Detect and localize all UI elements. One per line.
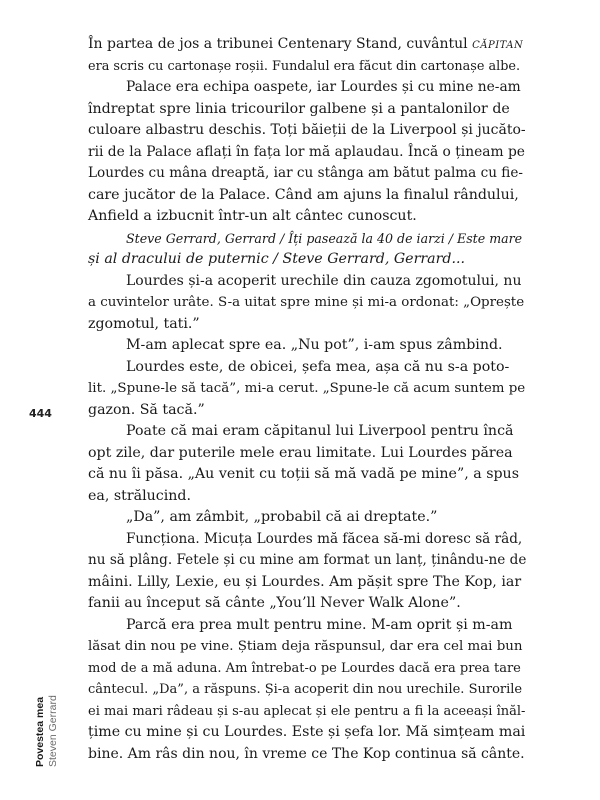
text-line: era scris cu cartonașe roșii. Fundalul era făcut din cartonașe albe. — [88, 58, 521, 74]
paragraph-start: Lourdes este, de obicei, șefa mea, așa că nu s-a poto- — [126, 358, 510, 375]
paragraph-start: Poate că mai eram căpitanul lui Liverpool pentru încă — [126, 423, 514, 439]
text-line: bine. Am râs din nou, în vreme ce The Kop continua să cânte. — [88, 745, 525, 762]
song-lyric: și al dracului de puternic / Steve Gerrard, Gerrard... — [88, 251, 465, 267]
text-line: În partea de jos a tribunei Centenary Stand, cuvântul căpitan — [88, 36, 524, 52]
text-line: îndreptat spre linia tricourilor galbene și a pantalonilor de — [88, 100, 510, 117]
running-title — [34, 695, 60, 767]
emphasized-word: căpitan — [472, 36, 524, 52]
paragraph-start: Lourdes și-a acoperit urechile din cauza zgomotului, nu — [126, 272, 522, 289]
text-line: zgomotul, tati.” — [88, 315, 200, 332]
page-number: 444 — [29, 407, 52, 420]
text-line: ea, strălucind. — [88, 487, 191, 504]
text-line: Lourdes cu mâna dreaptă, iar cu stânga am bătut palma cu fie- — [88, 165, 524, 181]
text-line: gazon. Să tacă.” — [88, 401, 205, 418]
text-line: țime cu mine și cu Lourdes. Este și șefa lor. Mă simțeam mai — [88, 724, 526, 740]
text-line: fanii au început să cânte „You’ll Never Walk Alone”. — [88, 595, 461, 611]
text-line: opt zile, dar puterile mele erau limitate. Lui Lourdes părea — [88, 444, 513, 461]
text-line: că nu îi păsa. „Au venit cu toții să mă vadă pe mine”, a spus — [88, 466, 519, 482]
paragraph-start: M-am aplecat spre ea. „Nu pot”, i-am spus zâmbind. — [126, 337, 503, 353]
text-line: nu să plâng. Fetele și cu mine am format un lanț, ținându-ne de — [88, 552, 527, 568]
text-line: care jucător de la Palace. Când am ajuns la finalul rândului, — [88, 186, 519, 203]
author-name: Steven Gerrard — [47, 695, 59, 767]
text-line: lăsat din nou pe vine. Știam deja răspunsul, dar era cel mai bun — [88, 639, 523, 654]
text-line: lit. „Spune-le să tacă”, mi-a cerut. „Spune-le că acum suntem pe — [88, 381, 526, 396]
paragraph-start: Funcționa. Micuța Lourdes mă făcea să-mi doresc să râd, — [126, 530, 523, 547]
song-lyric: Steve Gerrard, Gerrard / Îți pasează la 40 de iarzi / Este mare — [126, 230, 523, 246]
text-line: mâini. Lilly, Lexie, eu și Lourdes. Am pășit spre The Kop, iar — [88, 573, 522, 590]
book-title: Povestea mea — [34, 696, 46, 767]
text-line: ei mai mari râdeau și s-au aplecat și ele pentru a fi la aceeași înăl- — [88, 703, 526, 719]
text-line: mod de a mă aduna. Am întrebat-o pe Lourdes dacă era prea tare — [88, 660, 521, 676]
paragraph-start: Parcă era prea mult pentru mine. M-am oprit și m-am — [126, 616, 513, 633]
text-line: cântecul. „Da”, a răspuns. Și-a acoperit din nou urechile. Surorile — [88, 682, 523, 697]
paragraph-start: „Da”, am zâmbit, „probabil că ai dreptate.” — [126, 509, 438, 525]
text-line: Anfield a izbucnit într-un alt cântec cunoscut. — [88, 208, 417, 224]
text-line: a cuvintelor urâte. S-a uitat spre mine și mi-a ordonat: „Oprește — [88, 295, 525, 310]
paragraph-start: Palace era echipa oaspete, iar Lourdes și cu mine ne-am — [126, 79, 521, 95]
text-line: culoare albastru deschis. Toți băieții de la Liverpool și jucăto- — [88, 122, 526, 138]
body-text — [88, 34, 526, 765]
text-line: rii de la Palace aflați în fața lor mă aplaudau. Încă o țineam pe — [88, 143, 525, 160]
